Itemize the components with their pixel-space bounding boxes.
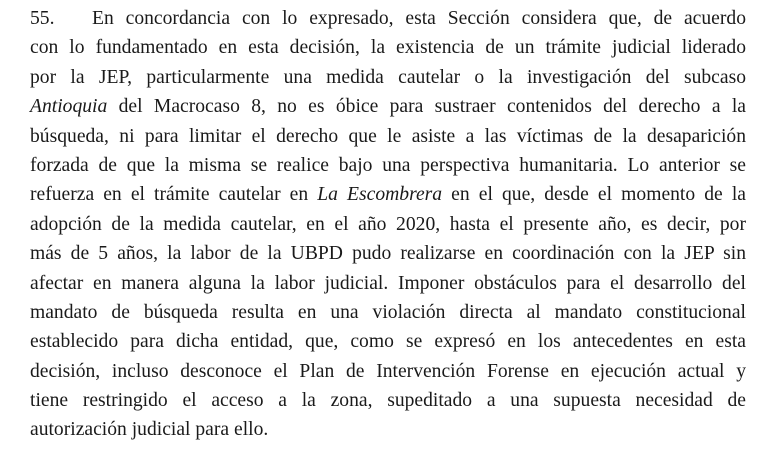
paragraph-line-14 <box>30 386 746 415</box>
paragraph-line-6 <box>30 151 746 180</box>
paragraph-line-1 <box>30 4 746 33</box>
line-text-before: refuerza en el trámite cautelar en <box>30 184 318 206</box>
paragraph-line-7 <box>30 180 746 209</box>
paragraph-line-12 <box>30 327 746 356</box>
line-text: más de 5 años, la labor de la UBPD pudo realizarse en coordinación con la JEP sin <box>30 243 746 265</box>
paragraph-line-9 <box>30 239 746 268</box>
paragraph-number: 55. <box>30 8 55 29</box>
paragraph-line-8 <box>30 210 746 239</box>
line-text: con lo fundamentado en esta decisión, la existencia de un trámite judicial liderado <box>30 37 746 59</box>
paragraph-line-2 <box>30 33 746 62</box>
line-text: adopción de la medida cautelar, en el año 2020, hasta el presente año, es decir, por <box>30 213 746 235</box>
line-text: establecido para dicha entidad, que, como se expresó en los antecedentes en esta <box>30 331 746 353</box>
line-text: en el que, desde el momento de la <box>442 184 746 206</box>
line-text: tiene restringido el acceso a la zona, supeditado a una supuesta necesidad de <box>30 390 746 412</box>
line-text: del Macrocaso 8, no es óbice para sustraer contenidos del derecho a la <box>107 96 746 118</box>
line-text: por la JEP, particularmente una medida cautelar o la investigación del subcaso <box>30 66 746 88</box>
paragraph-line-3 <box>30 63 746 92</box>
line-text: forzada de que la misma se realice bajo una perspectiva humanitaria. Lo anterior se <box>30 154 746 176</box>
paragraph-line-4 <box>30 92 746 121</box>
document-page <box>30 4 746 445</box>
italic-term-antioquia: Antioquia <box>30 96 108 118</box>
line-text: búsqueda, ni para limitar el derecho que le asiste a las víctimas de la desaparición <box>30 125 746 147</box>
line-text: autorización judicial para ello. <box>30 419 269 441</box>
italic-term-la-escombrera: La Escombrera <box>317 184 443 206</box>
line-text: mandato de búsqueda resulta en una violación directa al mandato constitucional <box>30 301 746 323</box>
paragraph-line-10 <box>30 269 746 298</box>
paragraph-line-13 <box>30 357 746 386</box>
paragraph-line-11 <box>30 298 746 327</box>
paragraph-line-15 <box>30 415 746 444</box>
paragraph-line-5 <box>30 122 746 151</box>
line-text: En concordancia con lo expresado, esta Sección considera que, de acuerdo <box>92 8 746 29</box>
line-text: decisión, incluso desconoce el Plan de Intervención Forense en ejecución actual y <box>30 360 746 382</box>
line-text: afectar en manera alguna la labor judicial. Imponer obstáculos para el desarrollo del <box>30 272 746 294</box>
